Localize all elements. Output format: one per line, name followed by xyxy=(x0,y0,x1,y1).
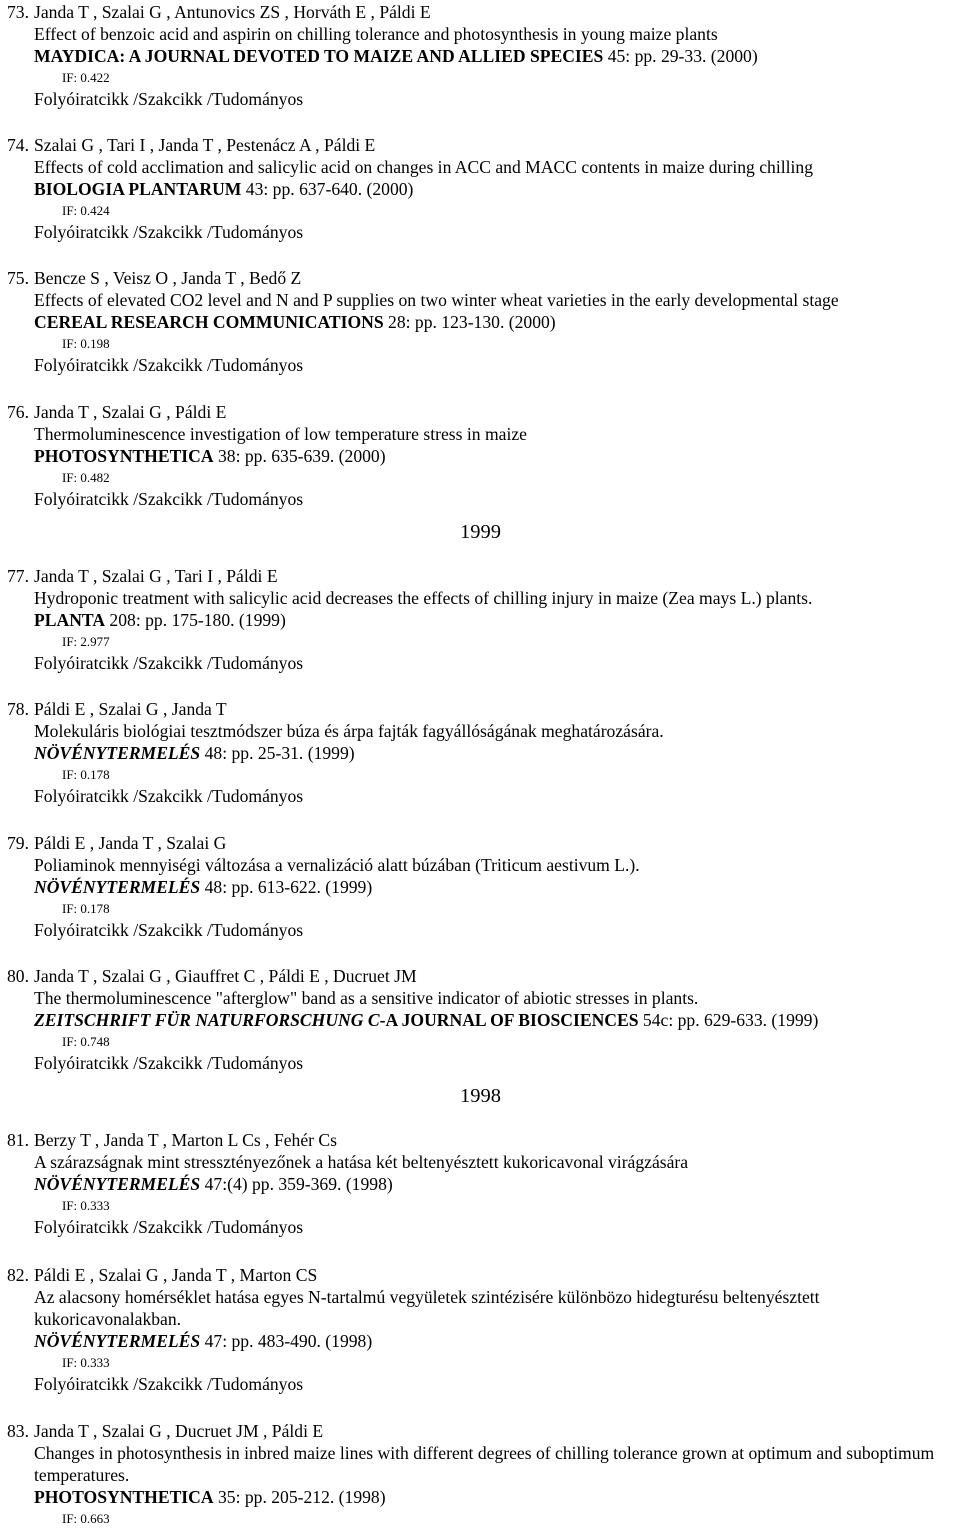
entry-number: 79. xyxy=(7,833,29,853)
impact-factor: IF: 0.333 xyxy=(62,1198,110,1213)
publication-entry xyxy=(7,1420,957,1529)
volume-pages-year: 48: pp. 613-622. (1999) xyxy=(200,877,373,897)
entry-title: Az alacsony homérséklet hatása egyes N-tartalmú vegyületek szintézisére különbözo hidegturésu beltenyésztett kukoricavonalakban. xyxy=(34,1287,820,1329)
entry-citation xyxy=(7,311,957,333)
impact-factor: IF: 0.748 xyxy=(62,1034,110,1049)
entry-authors: Páldi E , Szalai G , Janda T , Marton CS xyxy=(34,1265,318,1285)
impact-factor: IF: 0.178 xyxy=(62,901,110,916)
volume-pages-year: 35: pp. 205-212. (1998) xyxy=(213,1487,386,1507)
volume-pages-year: 47:(4) pp. 359-369. (1998) xyxy=(200,1174,393,1194)
entry-header xyxy=(7,965,957,987)
journal-name: PLANTA xyxy=(34,610,106,630)
entry-title: Changes in photosynthesis in inbred maize lines with different degrees of chilling tolerance grown at optimum and suboptimum temperatures. xyxy=(34,1443,935,1485)
entry-authors: Janda T , Szalai G , Tari I , Páldi E xyxy=(34,566,278,586)
volume-pages-year: 208: pp. 175-180. (1999) xyxy=(105,610,286,630)
entry-title: Hydroponic treatment with salicylic acid decreases the effects of chilling injury in maize (Zea mays L.) plants. xyxy=(34,588,813,608)
publication-entry xyxy=(7,267,957,376)
impact-factor: IF: 0.422 xyxy=(62,70,110,85)
volume-pages-year: 28: pp. 123-130. (2000) xyxy=(383,312,556,332)
entry-authors: Janda T , Szalai G , Antunovics ZS , Horváth E , Páldi E xyxy=(34,2,431,22)
entry-number: 81. xyxy=(7,1130,29,1150)
year-heading: 1998 xyxy=(460,1085,501,1107)
volume-pages-year: 47: pp. 483-490. (1998) xyxy=(200,1331,373,1351)
publication-entry xyxy=(7,1129,957,1238)
entry-citation xyxy=(7,178,957,200)
entry-header xyxy=(7,267,957,289)
entry-number: 76. xyxy=(7,402,29,422)
entry-number: 80. xyxy=(7,966,29,986)
publication-type: Folyóiratcikk /Szakcikk /Tudományos xyxy=(34,89,304,109)
publication-type: Folyóiratcikk /Szakcikk /Tudományos xyxy=(34,1374,304,1394)
entry-citation xyxy=(7,876,957,898)
journal-name-italic: ZEITSCHRIFT FÜR NATURFORSCHUNG C xyxy=(34,1010,380,1030)
entry-authors: Szalai G , Tari I , Janda T , Pestenácz A , Páldi E xyxy=(34,135,376,155)
journal-name: PHOTOSYNTHETICA xyxy=(34,446,214,466)
entry-citation xyxy=(7,1486,957,1508)
impact-factor: IF: 0.198 xyxy=(62,336,110,351)
publication-entry xyxy=(7,965,957,1074)
publication-type: Folyóiratcikk /Szakcikk /Tudományos xyxy=(34,489,304,509)
journal-name: PHOTOSYNTHETICA xyxy=(34,1487,214,1507)
publication-entry xyxy=(7,401,957,510)
entry-number: 77. xyxy=(7,566,29,586)
entry-number: 83. xyxy=(7,1421,29,1441)
impact-factor: IF: 0.482 xyxy=(62,470,110,485)
entry-header xyxy=(7,1,957,23)
entry-number: 78. xyxy=(7,699,29,719)
volume-pages-year: 45: pp. 29-33. (2000) xyxy=(603,46,758,66)
impact-factor: IF: 0.333 xyxy=(62,1355,110,1370)
publication-entry xyxy=(7,698,957,807)
entry-authors: Páldi E , Janda T , Szalai G xyxy=(34,833,227,853)
journal-name: CEREAL RESEARCH COMMUNICATIONS xyxy=(34,312,384,332)
journal-name: NÖVÉNYTERMELÉS xyxy=(34,1174,201,1194)
entry-title: Effect of benzoic acid and aspirin on chilling tolerance and photosynthesis in young maize plants xyxy=(34,24,718,44)
entry-header xyxy=(7,401,957,423)
entry-number: 75. xyxy=(7,268,29,288)
entry-authors: Janda T , Szalai G , Páldi E xyxy=(34,402,227,422)
entry-citation xyxy=(7,1009,957,1031)
publication-type: Folyóiratcikk /Szakcikk /Tudományos xyxy=(34,920,304,940)
publication-entry xyxy=(7,1264,957,1395)
impact-factor: IF: 0.663 xyxy=(62,1511,110,1526)
journal-name: BIOLOGIA PLANTARUM xyxy=(34,179,242,199)
entry-header xyxy=(7,1129,957,1151)
entry-header xyxy=(7,832,957,854)
publication-type: Folyóiratcikk /Szakcikk /Tudományos xyxy=(34,1217,304,1237)
entry-header xyxy=(7,698,957,720)
entry-citation xyxy=(7,445,957,467)
publication-entry xyxy=(7,832,957,941)
entry-authors: Páldi E , Szalai G , Janda T xyxy=(34,699,227,719)
volume-pages-year: 48: pp. 25-31. (1999) xyxy=(200,743,355,763)
entry-number: 74. xyxy=(7,135,29,155)
publication-entry xyxy=(7,565,957,674)
entry-authors: Janda T , Szalai G , Ducruet JM , Páldi E xyxy=(34,1421,324,1441)
entry-citation xyxy=(7,742,957,764)
entry-title: Molekuláris biológiai tesztmódszer búza és árpa fajták fagyállóságának meghatározására. xyxy=(34,721,664,741)
entry-title: The thermoluminescence "afterglow" band as a sensitive indicator of abiotic stresses in plants. xyxy=(34,988,699,1008)
entry-header xyxy=(7,134,957,156)
entry-title: A szárazságnak mint stressztényezőnek a hatása két beltenyésztett kukoricavonal virágzására xyxy=(34,1152,689,1172)
publication-type: Folyóiratcikk /Szakcikk /Tudományos xyxy=(34,222,304,242)
entry-title: Thermoluminescence investigation of low temperature stress in maize xyxy=(34,424,527,444)
volume-pages-year: 54c: pp. 629-633. (1999) xyxy=(638,1010,819,1030)
publication-type: Folyóiratcikk /Szakcikk /Tudományos xyxy=(34,355,304,375)
impact-factor: IF: 2.977 xyxy=(62,634,110,649)
journal-name: -A JOURNAL OF BIOSCIENCES xyxy=(379,1010,639,1030)
journal-name: NÖVÉNYTERMELÉS xyxy=(34,1331,201,1351)
entry-authors: Berzy T , Janda T , Marton L Cs , Fehér Cs xyxy=(34,1130,337,1150)
entry-header xyxy=(7,1420,957,1442)
entry-citation xyxy=(7,1173,957,1195)
entry-number: 73. xyxy=(7,2,29,22)
entry-header xyxy=(7,565,957,587)
entry-authors: Janda T , Szalai G , Giauffret C , Páldi E , Ducruet JM xyxy=(34,966,417,986)
entry-citation xyxy=(7,1330,957,1352)
journal-name: NÖVÉNYTERMELÉS xyxy=(34,743,201,763)
entry-authors: Bencze S , Veisz O , Janda T , Bedő Z xyxy=(34,268,302,288)
publication-type: Folyóiratcikk /Szakcikk /Tudományos xyxy=(34,653,304,673)
publication-type: Folyóiratcikk /Szakcikk /Tudományos xyxy=(34,786,304,806)
impact-factor: IF: 0.178 xyxy=(62,767,110,782)
publication-entry xyxy=(7,1,957,110)
publication-entry xyxy=(7,134,957,243)
publication-type: Folyóiratcikk /Szakcikk /Tudományos xyxy=(34,1053,304,1073)
journal-name: NÖVÉNYTERMELÉS xyxy=(34,877,201,897)
entry-title: Poliaminok mennyiségi változása a vernalizáció alatt búzában (Triticum aestivum L.). xyxy=(34,855,640,875)
entry-citation xyxy=(7,45,957,67)
entry-number: 82. xyxy=(7,1265,29,1285)
entry-title: Effects of elevated CO2 level and N and P supplies on two winter wheat varieties in the early developmental stage xyxy=(34,290,839,310)
year-heading: 1999 xyxy=(460,521,501,543)
volume-pages-year: 38: pp. 635-639. (2000) xyxy=(213,446,386,466)
entry-citation xyxy=(7,609,957,631)
volume-pages-year: 43: pp. 637-640. (2000) xyxy=(241,179,414,199)
journal-name: MAYDICA: A JOURNAL DEVOTED TO MAIZE AND ALLIED SPECIES xyxy=(34,46,604,66)
entry-header xyxy=(7,1264,957,1286)
impact-factor: IF: 0.424 xyxy=(62,203,110,218)
entry-title: Effects of cold acclimation and salicylic acid on changes in ACC and MACC contents in maize during chilling xyxy=(34,157,813,177)
